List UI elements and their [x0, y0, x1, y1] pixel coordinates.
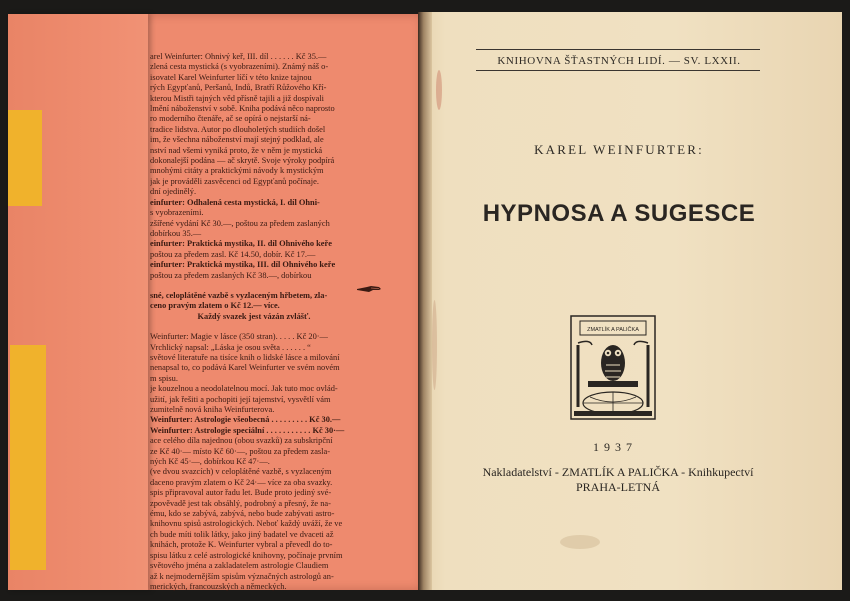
ad-text-line: einfurter: Praktická mystika, II. díl Ohnivého keře [150, 239, 332, 249]
ad-text-line: dní ojedinělý. [150, 187, 197, 197]
ad-text-line: zšířené vydání Kč 30.—, poštou za předem zaslaných [150, 218, 330, 228]
ad-text-line: zlená cesta mystická (s vyobrazeními). Známý náš o- [150, 62, 329, 72]
ad-text-line: ceno pravým zlatem o Kč 12.— více. [150, 301, 280, 311]
series-rule-top [476, 49, 760, 50]
series-rule-bottom [476, 70, 760, 71]
ad-text-line: světového jména a zakladatelem astrologie Claudiem [150, 561, 329, 571]
ad-text-line: einfurter: Praktická mystika, III. díl Ohnivého keře [150, 260, 336, 270]
pointing-hand-icon [355, 284, 383, 294]
ad-text-line: isovatel Karel Weinfurter líčí v této knize tajnou [150, 72, 312, 82]
ad-text-line: im, že všechna náboženství mají stejný podklad, ale [150, 135, 324, 145]
ad-text-line: ace celého díla najednou (obou svazků) za subskripční [150, 436, 333, 446]
ad-text-line: nství nad všemi vyniká proto, že v něm je mystická [150, 145, 323, 155]
yellow-tab-upper [8, 110, 42, 206]
ad-text-line: s vyobrazeními. [150, 208, 204, 218]
ad-text-line: Weinfurter: Astrologie všeobecná . . . . . . . . . Kč 30.— [150, 415, 341, 425]
ad-text-line: knihách, protože K. Weinfurter vybral a převedl do to- [150, 540, 333, 550]
ad-text-line: zumitelně nová kniha Weinfurterova. [150, 405, 275, 414]
ad-text-line: arel Weinfurter: Ohnivý keř, III. díl . . . . . . Kč 35.— [150, 52, 327, 61]
ad-text-line [150, 322, 398, 332]
ad-text-line: (ve dvou svazcích) v celoplátěné vazbě, s vyzlaceným [150, 467, 332, 477]
emblem-lettering: ZMATLÍK A PALIČKA [587, 327, 639, 333]
ad-text-line: knihovnu spisů astrologických. Neboť každý uváží, že ve [150, 519, 343, 529]
publication-year: 1937 [593, 440, 637, 454]
ad-text-line: Vrchlický napsal: „Láska je osou světa . . . . . . “ [150, 342, 311, 352]
ad-text-line: dobírkou 35.— [150, 228, 202, 238]
page-stain [432, 300, 437, 390]
page-stain [436, 70, 442, 110]
ad-text-line: Weinfurter: Astrologie speciální . . . . . . . . . . . Kč 30·— [150, 425, 345, 435]
ad-text-line: m spisu. [150, 373, 178, 383]
ad-text-line: einfurter: Odhalená cesta mystická, I. díl Ohni- [150, 197, 320, 207]
advertisement-text-column [150, 52, 398, 592]
book-title: HYPNOSA A SUGESCE [482, 200, 756, 227]
publisher-line: Nakladatelství - ZMATLÍK A PALIČKA - Knihkupectví [482, 465, 754, 479]
yellow-tab-lower [10, 345, 46, 570]
ad-text-line: mnohými citáty a praktickými návody k mystickým [150, 166, 324, 176]
ad-text-line: Každý svazek jest vázán zvlášť. [197, 311, 311, 321]
ad-text-line: lmění náboženství v sobě. Kniha podává něco naprosto [150, 104, 335, 114]
page-stain [560, 535, 600, 549]
ad-text-line: zpověvadě jest tak obsáhlý, podrobný a přesný, že na- [150, 498, 331, 508]
publisher-city: PRAHA-LETNÁ [576, 480, 660, 494]
ad-text-line: Weinfurter: Magie v lásce (350 stran). . . . . Kč 20·— [150, 332, 328, 342]
ad-text-line: ch bude míti tolik látky, jako jiný badatel ve dvaceti až [150, 529, 334, 539]
ad-text-line: světové literatuře na tisíce knih o lidské lásce a milování [150, 352, 340, 362]
ad-text-line: je kouzelnou a neodolatelnou mocí. Jak tuto moc ovlád- [150, 384, 338, 394]
author-name: KAREL WEINFURTER: [534, 142, 704, 157]
book-gutter [418, 12, 432, 590]
ad-text-line: sné, celoplátěné vazbě s vyzlaceným hřbetem, zla- [150, 290, 328, 300]
owl-emblem-icon [570, 315, 656, 420]
ad-text-line: spis připravoval autor řadu let. Bude proto jediný své- [150, 488, 332, 498]
ad-text-line: ných Kč 45·—, dobírkou Kč 47·—. [150, 457, 270, 467]
ad-text-line: dokonalejší podána — ač skrytě. Svoje výroky podpírá [150, 156, 335, 166]
ad-text-line: ze Kč 40·— místo Kč 60·—, poštou za předem zasla- [150, 446, 331, 456]
ad-text-line: spisu látku z celé astrologické knihovny, počínaje prvním [150, 550, 343, 560]
ad-text-line: merických, francouzských a německých. [150, 581, 287, 591]
series-line: KNIHOVNA ŠŤASTNÝCH LIDÍ. — SV. LXXII. [497, 55, 741, 67]
ad-text-line: jak je prováděli zasvěcenci od Egypťanů počínaje. [150, 176, 319, 186]
ad-text-line: ému, kdo se zabývá, zabývá, nebo bude zabývati astro- [150, 509, 335, 519]
ad-text-line: až k nejmodernějším spisům význačných astrologů an- [150, 571, 334, 581]
title-page [420, 12, 842, 590]
ad-text-line: užití, jak řešiti a pochopiti její tajemství, vysvětlí vám [150, 394, 331, 404]
ad-text-line: poštou za předem zaslaných Kč 38.—, dobírkou [150, 270, 312, 280]
ad-text-line: rých Egypťanů, Peršanů, Indů, Bratří Růžového Kří- [150, 83, 327, 93]
ad-text-line: poštou za předem zasl. Kč 14.50, dobír. Kč 17.— [150, 249, 316, 259]
ad-text-line: tradice lidstva. Autor po dlouholetých studiích došel [150, 124, 326, 134]
ad-text-line: daceno pravým zlatem o Kč 24·— více za oba svazky. [150, 477, 333, 487]
ad-text-line: ro moderního čtenáře, ač se opírá o nejstarší ná- [150, 114, 311, 124]
ad-text-line: nenapsal to, co podává Karel Weinfurter ve svém novém [150, 363, 340, 373]
ad-text-line: kterou Mistři tajných věd přísně tajili a již dospívali [150, 93, 324, 103]
